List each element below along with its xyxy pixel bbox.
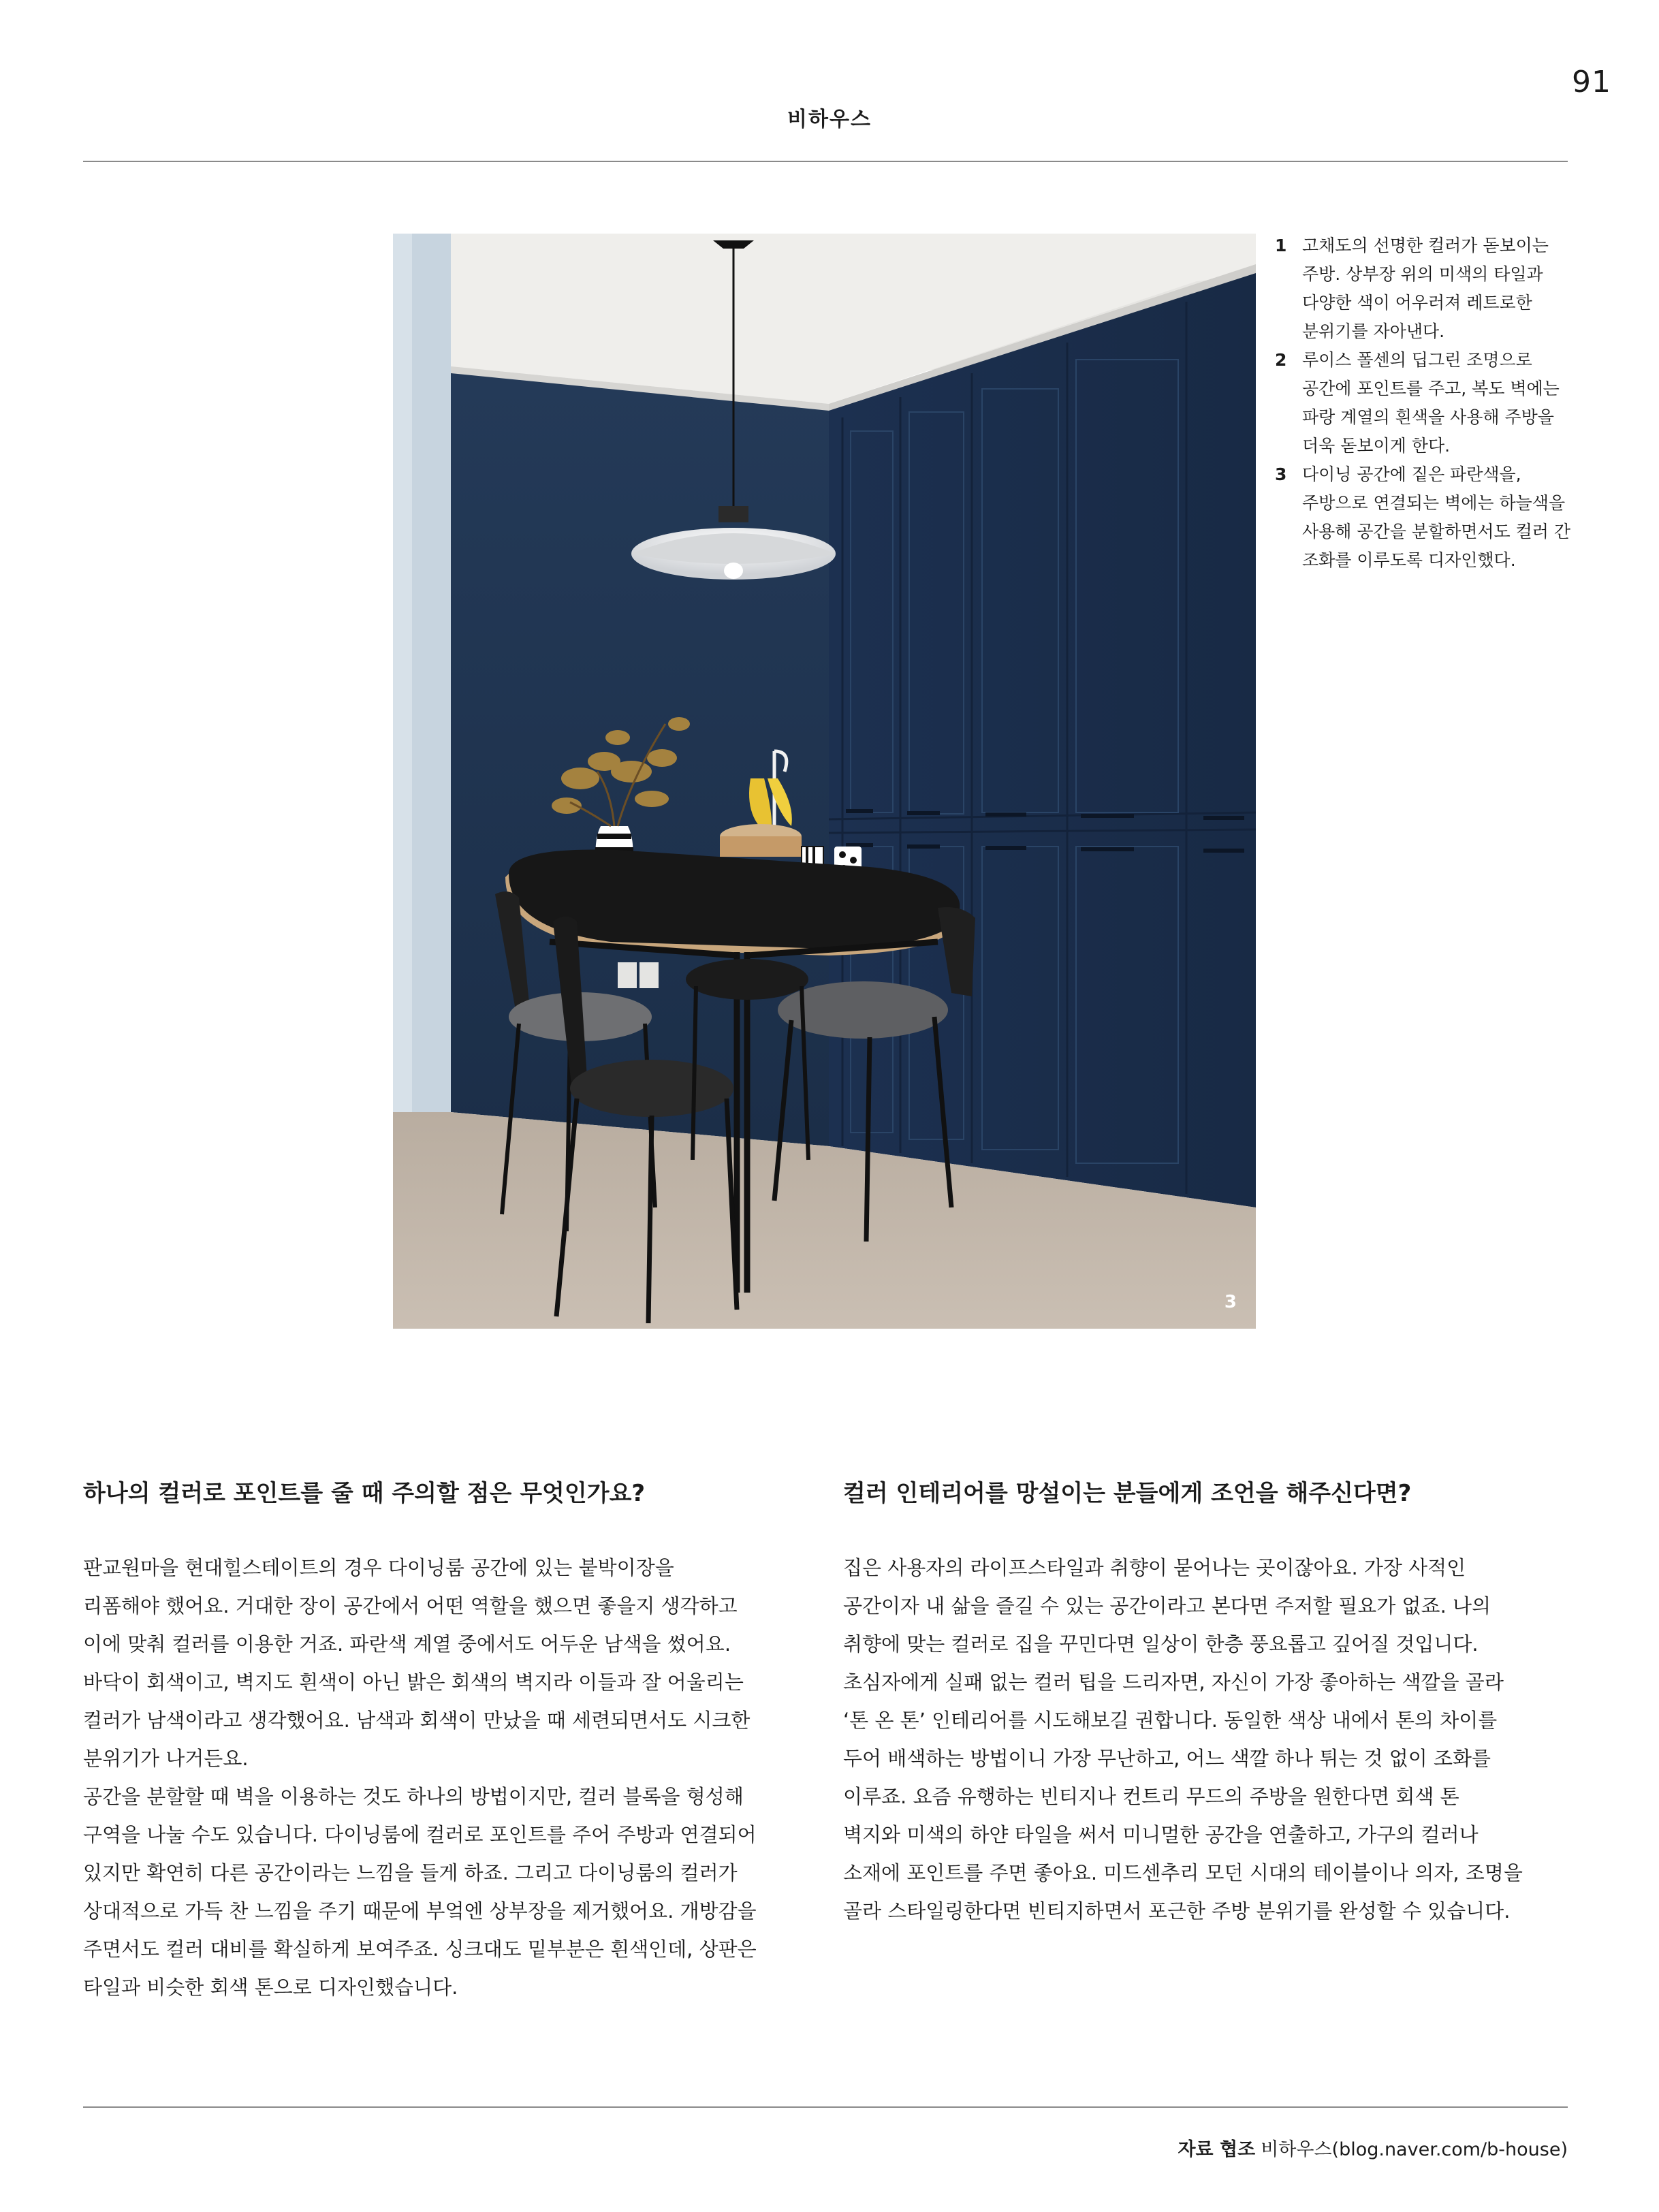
photo-number: 3 bbox=[1224, 1292, 1237, 1312]
caption-text: 다이닝 공간에 짙은 파란색을, 주방으로 연결되는 벽에는 하늘색을 사용해 공간을 분할하면서도 컬러 간 조화를 이루도록 디자인했다. bbox=[1302, 464, 1571, 570]
credit-line bbox=[1178, 2134, 1568, 2161]
top-divider bbox=[83, 161, 1568, 162]
wall-outlet bbox=[618, 962, 637, 988]
caption-list bbox=[1275, 232, 1595, 575]
caption-number: 3 bbox=[1275, 464, 1287, 484]
right-column bbox=[843, 1476, 1572, 1930]
caption-item bbox=[1275, 460, 1595, 575]
credit-source: 비하우스(blog.naver.com/b-house) bbox=[1261, 2139, 1568, 2160]
dining-room-photo bbox=[393, 234, 1256, 1329]
page-number: 91 bbox=[1572, 65, 1611, 99]
bottom-divider bbox=[83, 2106, 1568, 2108]
caption-item bbox=[1275, 232, 1595, 346]
left-column bbox=[83, 1476, 812, 2006]
caption-number: 1 bbox=[1275, 236, 1287, 255]
right-body-text: 집은 사용자의 라이프스타일과 취향이 묻어나는 곳이잖아요. 가장 사적인 공간이자 내 삶을 즐길 수 있는 공간이라고 본다면 주저할 필요가 없죠. 나의 취향에 맞는 컬러로 집을 꾸민다면 일상이 한층 풍요롭고 깊어질 것입니다. 초심자에게 실패 없는 컬러 팁을 드리자면, 자신이 가장 좋아하는 색깔을 골라 ‘톤 온 톤’ 인테리어를 시도해보길 권합니다. 동일한 색상 내에서 톤의 차이를 두어 배색하는 방법이니 가장 무난하고, 어느 색깔 하나 튀는 것 없이 조화를 이루죠. 요즘 유행하는 빈티지나 컨트리 무드의 주방을 원한다면 회색 톤 벽지와 미색의 하얀 타일을 써서 미니멀한 공간을 연출하고, 가구의 컬러나 소재에 포인트를 주면 좋아요. 미드센추리 모던 시대의 테이블이나 의자, 조명을 골라 스타일링한다면 빈티지하면서 포근한 주방 분위기를 완성할 수 있습니다. bbox=[843, 1556, 1523, 1923]
photo-illustration bbox=[393, 234, 1256, 1329]
caption-item bbox=[1275, 346, 1595, 460]
caption-text: 루이스 폴센의 딥그린 조명으로 공간에 포인트를 주고, 복도 벽에는 파랑 계열의 흰색을 사용해 주방을 더욱 돋보이게 한다. bbox=[1302, 350, 1560, 456]
left-body-text: 판교원마을 현대힐스테이트의 경우 다이닝룸 공간에 있는 붙박이장을 리폼해야 했어요. 거대한 장이 공간에서 어떤 역할을 했으면 좋을지 생각하고 이에 맞춰 컬러를 이용한 거죠. 파란색 계열 중에서도 어두운 남색을 썼어요. 바닥이 회색이고, 벽지도 흰색이 아닌 밝은 회색의 벽지라 이들과 잘 어울리는 컬러가 남색이라고 생각했어요. 남색과 회색이 만났을 때 세련되면서도 시크한 분위기가 나거든요. 공간을 분할할 때 벽을 이용하는 것도 하나의 방법이지만, 컬러 블록을 형성해 구역을 나눌 수도 있습니다. 다이닝룸에 컬러로 포인트를 주어 주방과 연결되어 있지만 확연히 다른 공간이라는 느낌을 들게 하죠. 그리고 다이닝룸의 컬러가 상대적으로 가득 찬 느낌을 주기 때문에 부엌엔 상부장을 제거했어요. 개방감을 주면서도 컬러 대비를 확실하게 보여주죠. 싱크대도 밑부분은 흰색인데, 상판은 타일과 비슷한 회색 톤으로 디자인했습니다. bbox=[83, 1556, 757, 1999]
caption-text: 고채도의 선명한 컬러가 돋보이는 주방. 상부장 위의 미색의 타일과 다양한 색이 어우러져 레트로한 분위기를 자아낸다. bbox=[1302, 236, 1549, 341]
credit-label: 자료 협조 bbox=[1178, 2139, 1256, 2160]
left-question-heading: 하나의 컬러로 포인트를 줄 때 주의할 점은 무엇인가요? bbox=[83, 1480, 646, 1507]
right-question-heading: 컬러 인테리어를 망설이는 분들에게 조언을 해주신다면? bbox=[843, 1480, 1412, 1507]
caption-number: 2 bbox=[1275, 350, 1287, 370]
running-head: 비하우스 bbox=[787, 108, 872, 131]
